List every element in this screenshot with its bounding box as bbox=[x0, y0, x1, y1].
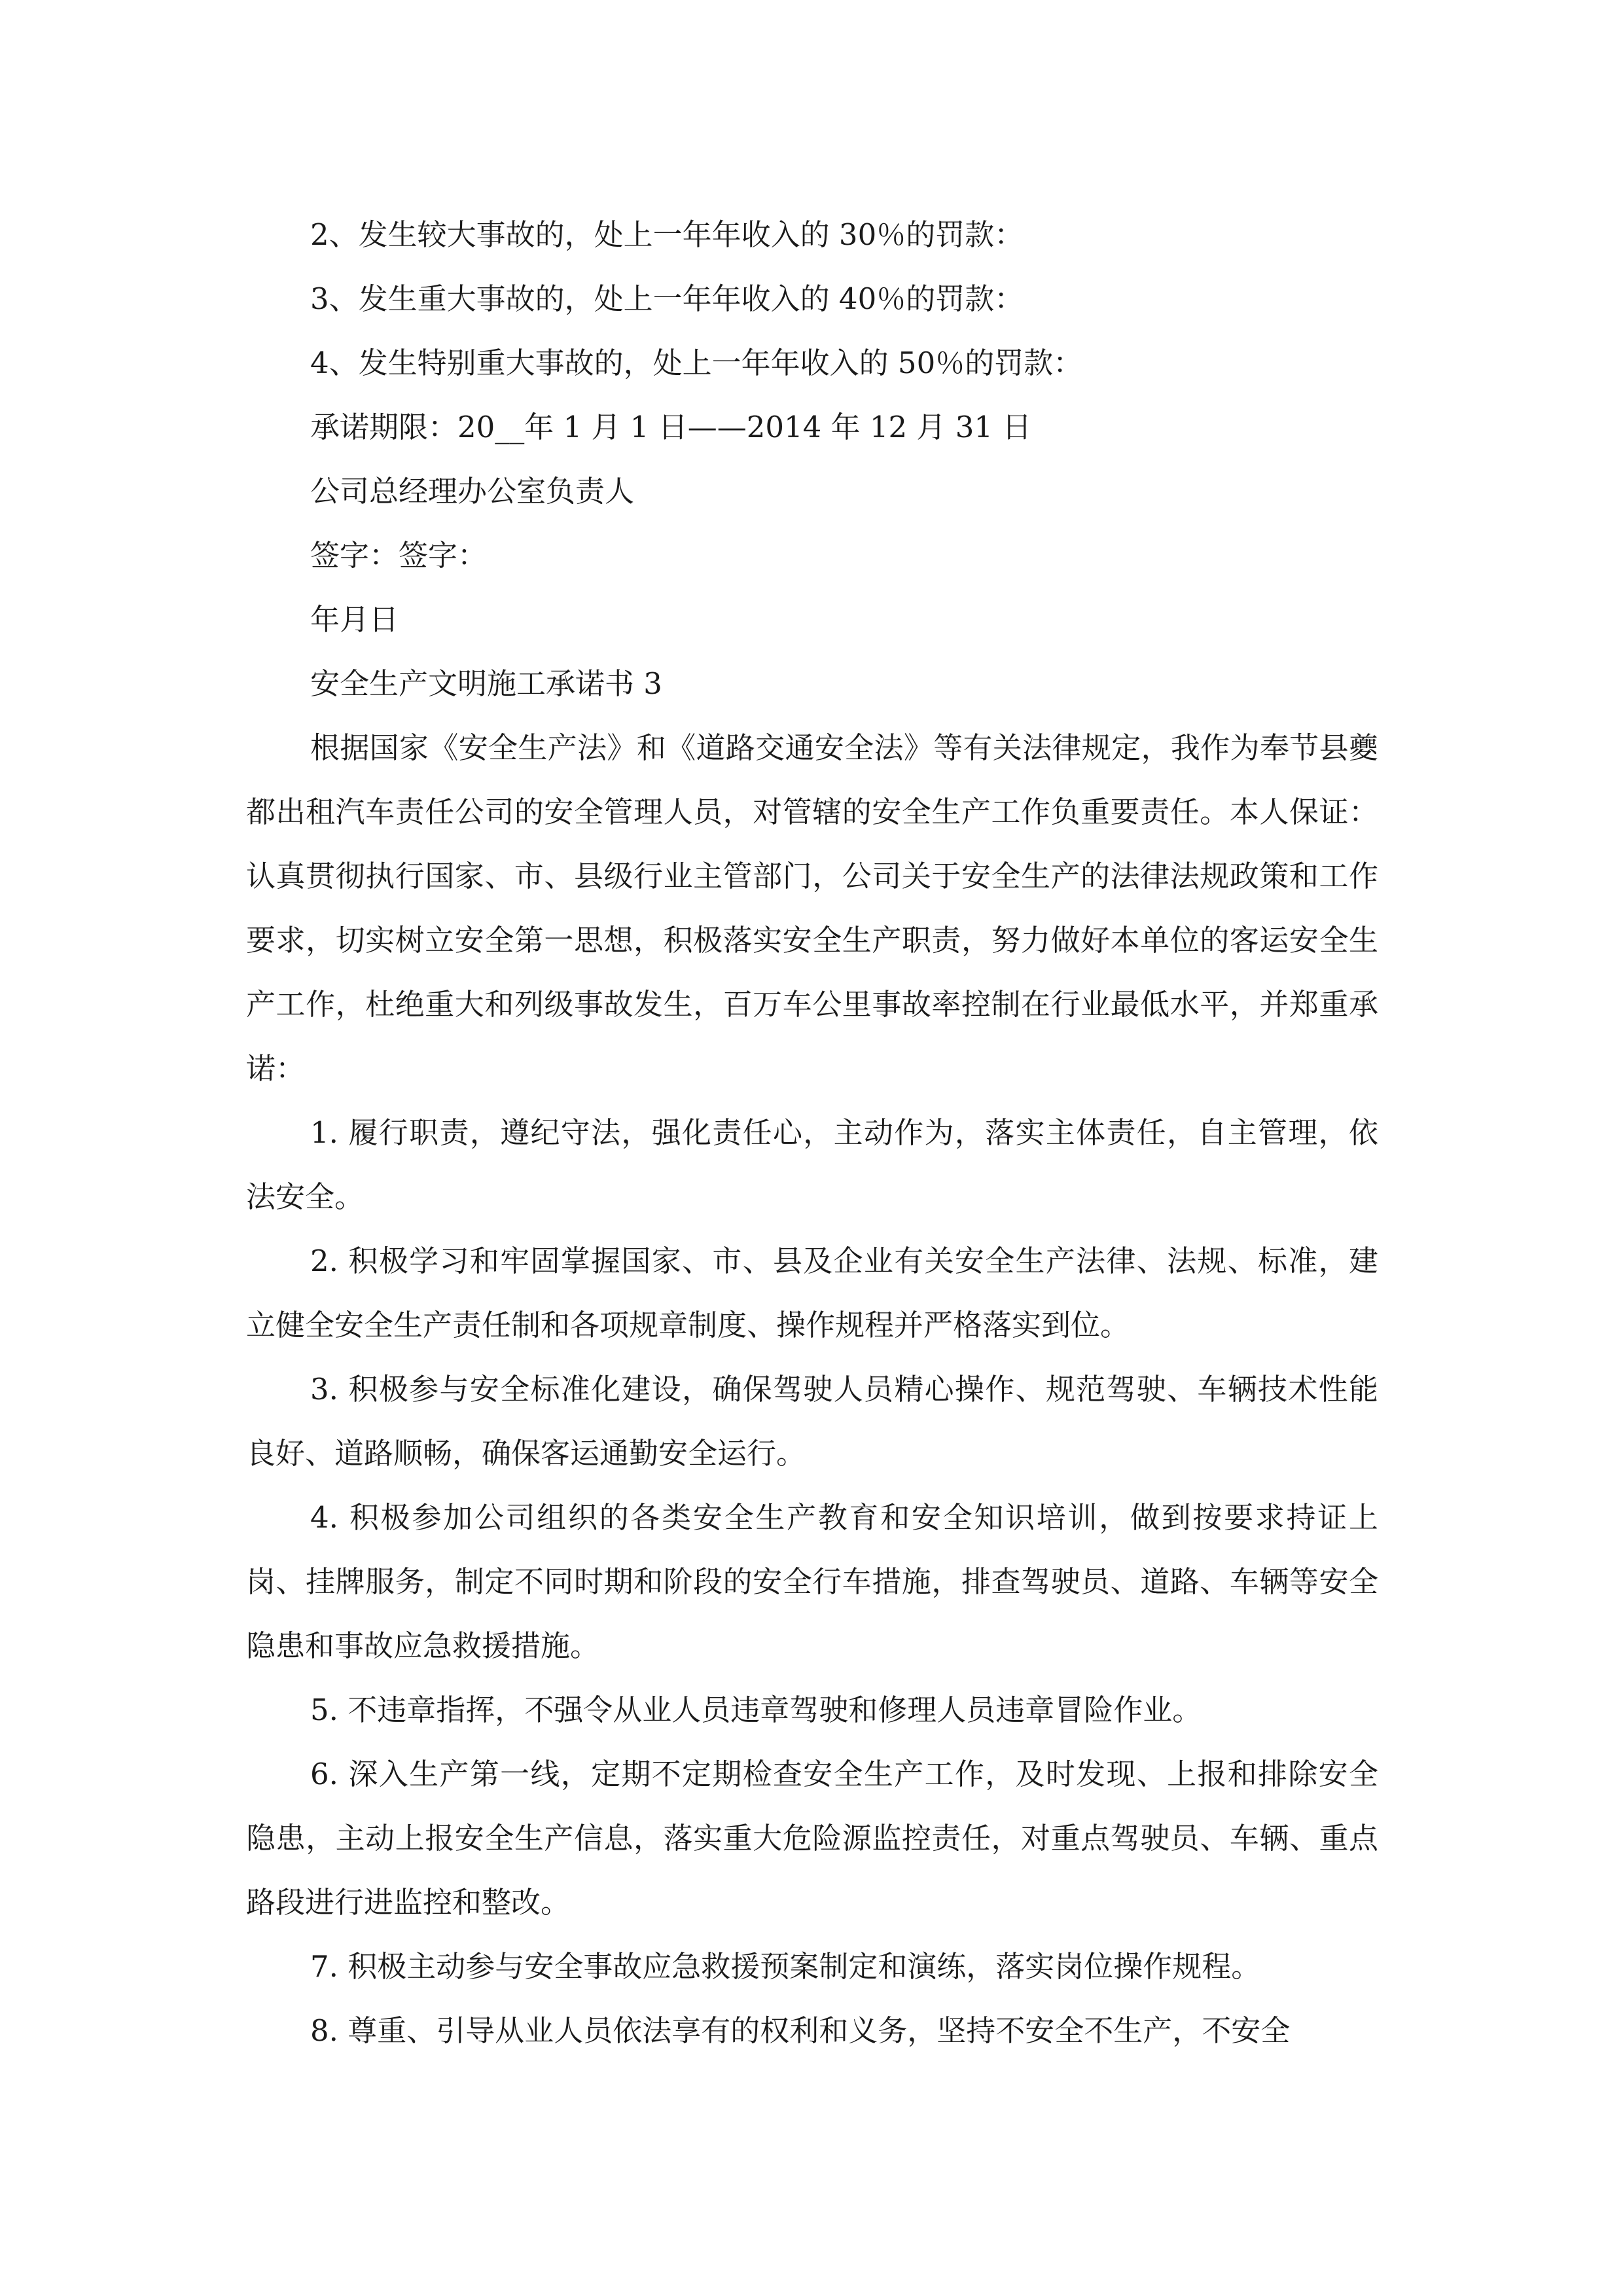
intro-paragraph: 根据国家《安全生产法》和《道路交通安全法》等有关法律规定，我作为奉节县夔都出租汽车责任公司的安全管理人员，对管辖的安全生产工作负重要责任。本人保证：认真贯彻执行国家、市、县级行业主管部门，公司关于安全生产的法律法规政策和工作要求，切实树立安全第一思想，积极落实安全生产职责，努力做好本单位的客运安全生产工作，杜绝重大和列级事故发生，百万车公里事故率控制在行业最低水平，并郑重承诺： bbox=[246, 730, 1378, 1086]
commitment-item-1: 1. 履行职责，遵纪守法，强化责任心，主动作为，落实主体责任，自主管理，依法安全。 bbox=[246, 1115, 1378, 1214]
commitment-item-8: 8. 尊重、引导从业人员依法享有的权利和义务，坚持不安全不生产，不安全 bbox=[310, 2013, 1291, 2048]
commitment-item-4: 4. 积极参加公司组织的各类安全生产教育和安全知识培训，做到按要求持证上岗、挂牌服务，制定不同时期和阶段的安全行车措施，排查驾驶员、道路、车辆等安全隐患和事故应急救援措施。 bbox=[246, 1500, 1378, 1663]
date-line: 年月日 bbox=[310, 602, 399, 637]
commitment-item-2: 2. 积极学习和牢固掌握国家、市、县及企业有关安全生产法律、法规、标准，建立健全安全生产责任制和各项规章制度、操作规程并严格落实到位。 bbox=[246, 1244, 1378, 1342]
document-body bbox=[246, 203, 1378, 2063]
signature-line: 签字：签字： bbox=[310, 538, 488, 573]
commitment-item-7: 7. 积极主动参与安全事故应急救援预案制定和演练，落实岗位操作规程。 bbox=[310, 1949, 1261, 1984]
commitment-item-3: 3. 积极参与安全标准化建设，确保驾驶人员精心操作、规范驾驶、车辆技术性能良好、道路顺畅，确保客运通勤安全运行。 bbox=[246, 1372, 1378, 1471]
commitment-item-5: 5. 不违章指挥，不强令从业人员违章驾驶和修理人员违章冒险作业。 bbox=[310, 1693, 1202, 1727]
section-title: 安全生产文明施工承诺书 3 bbox=[310, 666, 662, 701]
penalty-item-3: 3、发生重大事故的，处上一年年收入的 40％的罚款： bbox=[310, 281, 1024, 316]
signatory-roles: 公司总经理办公室负责人 bbox=[310, 474, 635, 509]
penalty-item-2: 2、发生较大事故的，处上一年年收入的 30％的罚款： bbox=[310, 217, 1024, 252]
commitment-item-6: 6. 深入生产第一线，定期不定期检查安全生产工作，及时发现、上报和排除安全隐患，主动上报安全生产信息，落实重大危险源监控责任，对重点驾驶员、车辆、重点路段进行进监控和整改。 bbox=[246, 1757, 1378, 1920]
penalty-item-4: 4、发生特别重大事故的，处上一年年收入的 50％的罚款： bbox=[310, 346, 1083, 380]
commitment-period: 承诺期限：20__年 1 月 1 日——2014 年 12 月 31 日 bbox=[310, 410, 1032, 444]
